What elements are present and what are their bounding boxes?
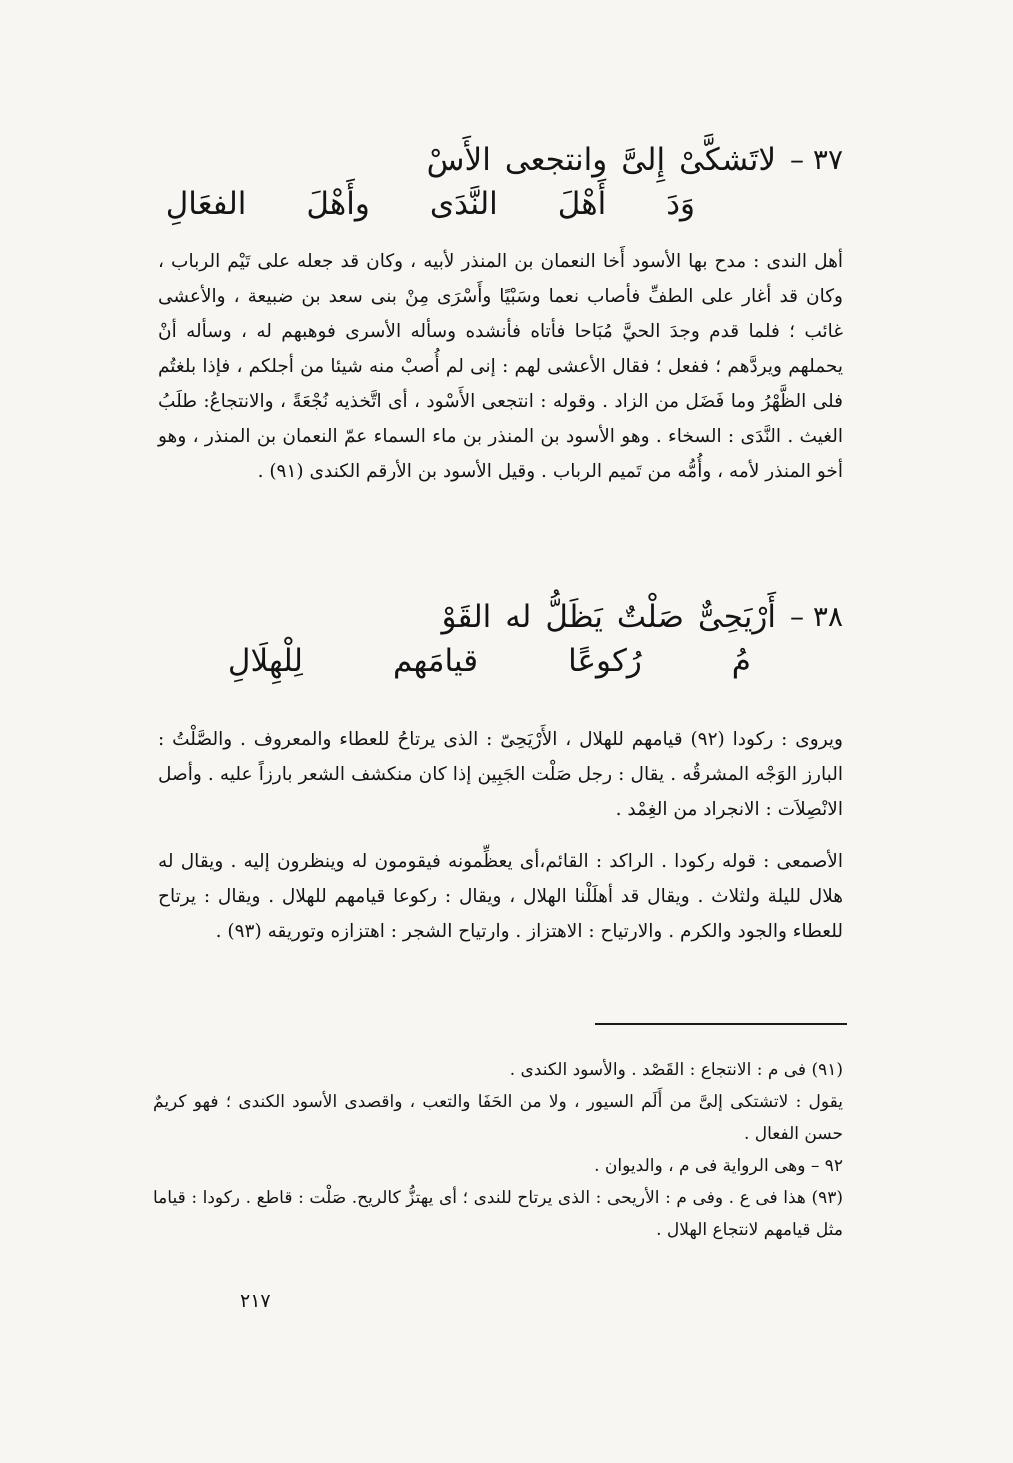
verse-number: ٣٧ – [790,143,843,176]
commentary-paragraph: ويروى : ركودا (٩٢) قيامهم للهلال ، الأَرْيَحِىّ : الذى يرتاحُ للعطاء والمعروف . والصَّلْتُ : البارز الوَجْه المشرقُه . يقال : رجل صَلْت الجَبِين إذا كان منكشف الشعر بارزاً عليه . وأصل الانْصِلاَت : الانجراد من الغِمْد . [158,729,843,820]
verse-word: قيامَهم [392,643,479,679]
footnote: (٩٣) هذا فى ع . وفى م : الأريحى : الذى يرتاح للندى ؛ أى يهتزُّ كالريح. صَلْت : قاطع . ركودا : قياما مثل قيامهم لانتجاع الهلال . [153,1188,843,1240]
verse-word: أَهْلَ [557,186,607,222]
verse-number: ٣٨ – [790,600,843,633]
verse-word: وانتجعى [504,142,608,178]
verse-37 [163,138,843,226]
verse-word: رُكوعًا [568,643,642,679]
footnotes [153,1054,843,1246]
verse-word: وأَهْلَ [306,186,370,222]
commentary-37 [158,244,843,489]
verse-37-first-hemistich [163,138,843,182]
footnote: (٩١) فى م : الانتجاع : القَصْد . والأسود الكندى . [509,1060,843,1080]
verse-word: وَدَ [666,186,695,222]
verse-word: له [505,599,532,635]
commentary-38-asmai [158,844,843,949]
footnote: يقول : لاتشتكى إلىَّ من أَلَم السيور ، ولا من الحَفَا والتعب ، واقصدى الأسود الكندى ؛ فهو كريمٌ حسن الفعال . [153,1092,843,1144]
verse-37-second-hemistich [163,182,843,226]
verse-word: لِلْهِلَالِ [227,643,303,679]
verse-word: القَوْ [441,599,492,635]
footnote-separator [595,1023,847,1025]
verse-word: صَلْتٌ [616,599,684,635]
verse-word: يَظَلُّ [545,599,603,635]
verse-word: إِلىَّ [621,142,666,178]
verse-word: النَّدَى [429,186,498,222]
verse-38-second-hemistich [163,639,843,683]
commentary-38 [158,722,843,827]
verse-word: الفعَالِ [165,186,247,222]
commentary-paragraph: أهل الندى : مدح بها الأسود أَخا النعمان بن المنذر لأبيه ، وكان قد جعله على تَيْم الرباب ، وكان قد أغار على الطفِّ فأصاب نعما وسَبْيًا وأَسْرَى مِنْ بنى سعد بن ضبيعة ، والأعشى غائب ؛ فلما قدم وجدَ الحيَّ مُبَاحا فأتاه فأنشده وسأله الأسرى فوهبهم له ، وسأله أنْ يحملهم ويردَّهم ؛ ففعل ؛ فقال الأعشى لهم : إنى لم أُصبْ منه شيئا من أجلكم ، فإذا بلغتُم فلى الظَّهْرُ وما فَضَل من الزاد . وقوله : انتجعى الأَسْود ، أى اتَّخذيه نُجْعَةً ، والانتجاعُ: طلَبُ الغيث . النَّدَى : السخاء . وهو الأسود بن المنذر بن ماء السماء عمّ النعمان بن المنذر ، وهو أخو المنذر لأمه ، وأُمُّه من تَميم الرباب . وقيل الأسود بن الأرقم الكندى (٩١) . [158,251,843,482]
verse-38 [163,595,843,683]
footnote: ٩٢ – وهى الرواية فى م ، والديوان . [594,1156,843,1176]
verse-word: الأَسْ [426,142,491,178]
commentary-paragraph: الأصمعى : قوله ركودا . الراكد : القائم،أى يعظِّمونه فيقومون له وينظرون إليه . ويقال له هلال لليلة ولثلاث . ويقال قد أهلَلْنا الهلال ، ويقال : ركوعا قيامهم للهلال . ويقال : يرتاح للعطاء والجود والكرم . والارتياح : الاهتزاز . وارتياح الشجر : اهتزازه وتوريقه (٩٣) . [158,851,843,942]
verse-word: أَرْيَحِىٌّ [697,599,777,635]
page-number: ٢١٧ [240,1290,271,1312]
verse-38-first-hemistich [163,595,843,639]
verse-word: لاتَشكَّىْ [679,142,777,178]
verse-word: مُ [731,643,751,679]
